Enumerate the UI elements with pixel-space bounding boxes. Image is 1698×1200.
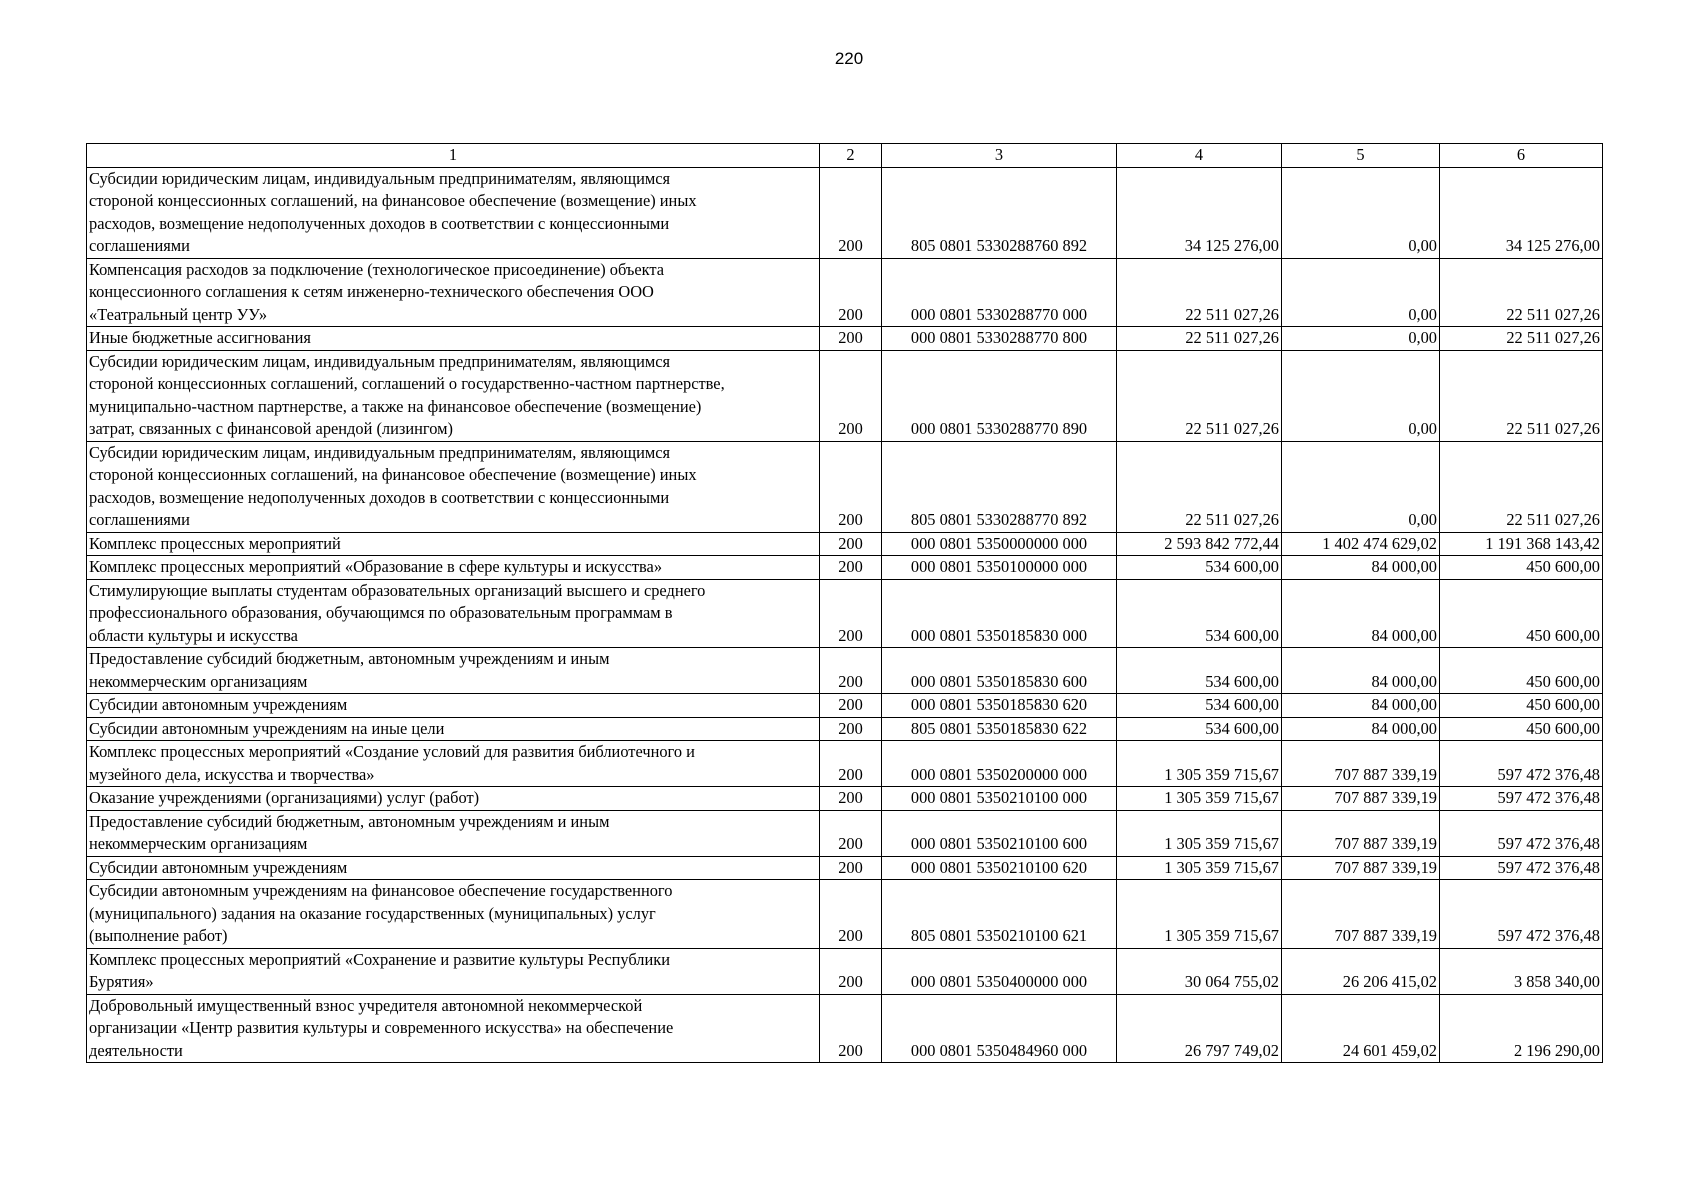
column-6-cell: 450 600,00: [1440, 717, 1603, 741]
column-5-cell: 0,00: [1282, 441, 1440, 532]
column-2-cell: 200: [820, 648, 882, 694]
page-number: 220: [834, 49, 864, 68]
budget-table: [86, 143, 1603, 1063]
code-cell: 000 0801 5330288770 800: [882, 327, 1117, 351]
code-cell: 000 0801 5350000000 000: [882, 532, 1117, 556]
column-5-cell: 707 887 339,19: [1282, 787, 1440, 811]
code-cell: 000 0801 5330288770 000: [882, 258, 1117, 327]
column-2-cell: 200: [820, 880, 882, 949]
table-row: [87, 258, 1603, 327]
row-name-cell: [87, 556, 820, 580]
code-cell: 000 0801 5350185830 000: [882, 579, 1117, 648]
row-name-cell: [87, 741, 820, 787]
column-5-cell: 26 206 415,02: [1282, 948, 1440, 994]
column-6-cell: 597 472 376,48: [1440, 880, 1603, 949]
code-cell: 000 0801 5350100000 000: [882, 556, 1117, 580]
row-name-line: Компенсация расходов за подключение (технологическое присоединение) объекта: [89, 259, 665, 279]
row-name-line: стороной концессионных соглашений, на финансовое обеспечение (возмещение) иных: [89, 465, 697, 484]
column-2-cell: 200: [820, 532, 882, 556]
column-4-cell: 534 600,00: [1117, 717, 1282, 741]
column-4-cell: 22 511 027,26: [1117, 350, 1282, 441]
row-name-line: Предоставление субсидий бюджетным, автономным учреждениям и иным: [89, 649, 610, 668]
column-4-cell: 534 600,00: [1117, 648, 1282, 694]
code-cell: 000 0801 5330288770 890: [882, 350, 1117, 441]
row-name-line: Субсидии юридическим лицам, индивидуальным предпринимателям, являющимся: [89, 442, 671, 462]
row-name-line: Субсидии юридическим лицам, индивидуальным предпринимателям, являющимся: [89, 351, 671, 371]
column-6-cell: 34 125 276,00: [1440, 167, 1603, 258]
row-name-line: Комплекс процессных мероприятий: [89, 533, 341, 553]
table-row: [87, 327, 1603, 351]
table-row: [87, 787, 1603, 811]
table-row: [87, 994, 1603, 1063]
row-name-line: стороной концессионных соглашений, соглашений о государственно-частном партнерстве,: [89, 374, 725, 393]
column-4-cell: 534 600,00: [1117, 579, 1282, 648]
row-name-cell: [87, 994, 820, 1063]
code-cell: 000 0801 5350200000 000: [882, 741, 1117, 787]
column-5-cell: 0,00: [1282, 350, 1440, 441]
column-6-cell: 3 858 340,00: [1440, 948, 1603, 994]
column-4-cell: 1 305 359 715,67: [1117, 856, 1282, 880]
column-5-cell: 1 402 474 629,02: [1282, 532, 1440, 556]
table-row: [87, 167, 1603, 258]
column-6-cell: 597 472 376,48: [1440, 856, 1603, 880]
row-name-line: области культуры и искусства: [89, 625, 298, 645]
header-cell: 5: [1282, 144, 1440, 168]
column-2-cell: 200: [820, 741, 882, 787]
code-cell: 000 0801 5350185830 600: [882, 648, 1117, 694]
row-name-cell: [87, 579, 820, 648]
row-name-cell: [87, 327, 820, 351]
code-cell: 805 0801 5350185830 622: [882, 717, 1117, 741]
table-row: [87, 717, 1603, 741]
column-6-cell: 2 196 290,00: [1440, 994, 1603, 1063]
column-6-cell: 450 600,00: [1440, 556, 1603, 580]
table-row: [87, 648, 1603, 694]
table-row: [87, 579, 1603, 648]
table-row: [87, 856, 1603, 880]
row-name-line: расходов, возмещение недополученных доходов в соответствии с концессионными: [89, 213, 670, 233]
column-4-cell: 1 305 359 715,67: [1117, 880, 1282, 949]
code-cell: 805 0801 5330288770 892: [882, 441, 1117, 532]
row-name-line: Комплекс процессных мероприятий «Создание условий для развития библиотечного и: [89, 742, 695, 761]
row-name-cell: [87, 948, 820, 994]
row-name-cell: [87, 717, 820, 741]
row-name-line: расходов, возмещение недополученных доходов в соответствии с концессионными: [89, 487, 670, 507]
column-4-cell: 534 600,00: [1117, 694, 1282, 718]
row-name-line: стороной концессионных соглашений, на финансовое обеспечение (возмещение) иных: [89, 191, 697, 210]
row-name-cell: [87, 648, 820, 694]
table-row: [87, 880, 1603, 949]
row-name-cell: [87, 694, 820, 718]
column-5-cell: 84 000,00: [1282, 579, 1440, 648]
row-name-line: Субсидии автономным учреждениям на финансовое обеспечение государственного: [89, 881, 673, 900]
column-5-cell: 84 000,00: [1282, 717, 1440, 741]
row-name-cell: [87, 787, 820, 811]
row-name-cell: [87, 350, 820, 441]
column-5-cell: 24 601 459,02: [1282, 994, 1440, 1063]
row-name-line: деятельности: [89, 1040, 183, 1060]
column-6-cell: 22 511 027,26: [1440, 327, 1603, 351]
row-name-line: Субсидии юридическим лицам, индивидуальным предпринимателям, являющимся: [89, 168, 671, 188]
column-2-cell: 200: [820, 556, 882, 580]
column-2-cell: 200: [820, 856, 882, 880]
column-5-cell: 84 000,00: [1282, 694, 1440, 718]
row-name-line: соглашениями: [89, 510, 190, 529]
column-2-cell: 200: [820, 994, 882, 1063]
row-name-cell: [87, 258, 820, 327]
column-5-cell: 84 000,00: [1282, 648, 1440, 694]
code-cell: 805 0801 5330288760 892: [882, 167, 1117, 258]
column-2-cell: 200: [820, 258, 882, 327]
column-4-cell: 1 305 359 715,67: [1117, 741, 1282, 787]
table-row: [87, 556, 1603, 580]
column-2-cell: 200: [820, 327, 882, 351]
column-4-cell: 26 797 749,02: [1117, 994, 1282, 1063]
column-5-cell: 0,00: [1282, 258, 1440, 327]
code-cell: 000 0801 5350210100 000: [882, 787, 1117, 811]
row-name-cell: [87, 810, 820, 856]
row-name-line: Оказание учреждениями (организациями) услуг (работ): [89, 788, 480, 807]
column-6-cell: 450 600,00: [1440, 648, 1603, 694]
header-cell: 1: [87, 144, 820, 168]
column-2-cell: 200: [820, 717, 882, 741]
row-name-line: муниципально-частном партнерстве, а также на финансовое обеспечение (возмещение): [89, 396, 702, 416]
column-4-cell: 22 511 027,26: [1117, 441, 1282, 532]
row-name-line: Предоставление субсидий бюджетным, автономным учреждениям и иным: [89, 811, 610, 831]
header-row: [87, 144, 1603, 168]
table-row: [87, 948, 1603, 994]
column-5-cell: 707 887 339,19: [1282, 741, 1440, 787]
column-4-cell: 534 600,00: [1117, 556, 1282, 580]
column-2-cell: 200: [820, 694, 882, 718]
column-6-cell: 450 600,00: [1440, 579, 1603, 648]
column-6-cell: 22 511 027,26: [1440, 350, 1603, 441]
column-6-cell: 597 472 376,48: [1440, 810, 1603, 856]
row-name-line: Стимулирующие выплаты студентам образовательных организаций высшего и среднего: [89, 580, 706, 600]
column-2-cell: 200: [820, 787, 882, 811]
row-name-line: Иные бюджетные ассигнования: [89, 328, 311, 347]
row-name-line: Добровольный имущественный взнос учредителя автономной некоммерческой: [89, 995, 643, 1015]
row-name-line: Субсидии автономным учреждениям: [89, 857, 348, 877]
header-cell: 2: [820, 144, 882, 168]
table-row: [87, 810, 1603, 856]
column-5-cell: 707 887 339,19: [1282, 856, 1440, 880]
code-cell: 000 0801 5350484960 000: [882, 994, 1117, 1063]
row-name-line: Субсидии автономным учреждениям на иные цели: [89, 718, 445, 738]
column-2-cell: 200: [820, 948, 882, 994]
row-name-line: «Театральный центр УУ»: [89, 304, 268, 324]
row-name-line: профессионального образования, обучающимся по образовательным программам в: [89, 603, 673, 622]
column-6-cell: 22 511 027,26: [1440, 258, 1603, 327]
header-cell: 6: [1440, 144, 1603, 168]
column-4-cell: 34 125 276,00: [1117, 167, 1282, 258]
row-name-line: Комплекс процессных мероприятий «Сохранение и развитие культуры Республики: [89, 949, 670, 969]
column-6-cell: 597 472 376,48: [1440, 787, 1603, 811]
table-row: [87, 532, 1603, 556]
row-name-line: затрат, связанных с финансовой арендой (лизингом): [89, 419, 453, 438]
column-6-cell: 597 472 376,48: [1440, 741, 1603, 787]
table-row: [87, 741, 1603, 787]
column-4-cell: 30 064 755,02: [1117, 948, 1282, 994]
table-row: [87, 694, 1603, 718]
column-6-cell: 22 511 027,26: [1440, 441, 1603, 532]
row-name-line: (выполнение работ): [89, 926, 228, 945]
code-cell: 000 0801 5350185830 620: [882, 694, 1117, 718]
code-cell: 000 0801 5350400000 000: [882, 948, 1117, 994]
row-name-line: организации «Центр развития культуры и современного искусства» на обеспечение: [89, 1018, 674, 1037]
code-cell: 000 0801 5350210100 620: [882, 856, 1117, 880]
table-row: [87, 350, 1603, 441]
row-name-line: музейного дела, искусства и творчества»: [89, 764, 375, 784]
row-name-line: Бурятия»: [89, 972, 154, 991]
row-name-cell: [87, 856, 820, 880]
column-6-cell: 450 600,00: [1440, 694, 1603, 718]
column-5-cell: 707 887 339,19: [1282, 880, 1440, 949]
row-name-cell: [87, 532, 820, 556]
row-name-cell: [87, 880, 820, 949]
column-4-cell: 1 305 359 715,67: [1117, 787, 1282, 811]
column-5-cell: 707 887 339,19: [1282, 810, 1440, 856]
row-name-line: концессионного соглашения к сетям инженерно-технического обеспечения ООО: [89, 282, 654, 301]
column-4-cell: 2 593 842 772,44: [1117, 532, 1282, 556]
column-5-cell: 84 000,00: [1282, 556, 1440, 580]
column-4-cell: 22 511 027,26: [1117, 327, 1282, 351]
column-5-cell: 0,00: [1282, 167, 1440, 258]
row-name-line: Субсидии автономным учреждениям: [89, 695, 348, 714]
table-row: [87, 441, 1603, 532]
row-name-line: Комплекс процессных мероприятий «Образование в сфере культуры и искусства»: [89, 557, 663, 576]
column-4-cell: 1 305 359 715,67: [1117, 810, 1282, 856]
column-2-cell: 200: [820, 810, 882, 856]
column-5-cell: 0,00: [1282, 327, 1440, 351]
row-name-cell: [87, 441, 820, 532]
code-cell: 000 0801 5350210100 600: [882, 810, 1117, 856]
column-2-cell: 200: [820, 167, 882, 258]
code-cell: 805 0801 5350210100 621: [882, 880, 1117, 949]
column-4-cell: 22 511 027,26: [1117, 258, 1282, 327]
row-name-line: (муниципального) задания на оказание государственных (муниципальных) услуг: [89, 903, 656, 923]
column-2-cell: 200: [820, 441, 882, 532]
column-2-cell: 200: [820, 350, 882, 441]
row-name-line: соглашениями: [89, 236, 190, 255]
header-cell: 4: [1117, 144, 1282, 168]
row-name-cell: [87, 167, 820, 258]
row-name-line: некоммерческим организациям: [89, 834, 308, 853]
row-name-line: некоммерческим организациям: [89, 671, 308, 691]
column-2-cell: 200: [820, 579, 882, 648]
header-cell: 3: [882, 144, 1117, 168]
column-6-cell: 1 191 368 143,42: [1440, 532, 1603, 556]
